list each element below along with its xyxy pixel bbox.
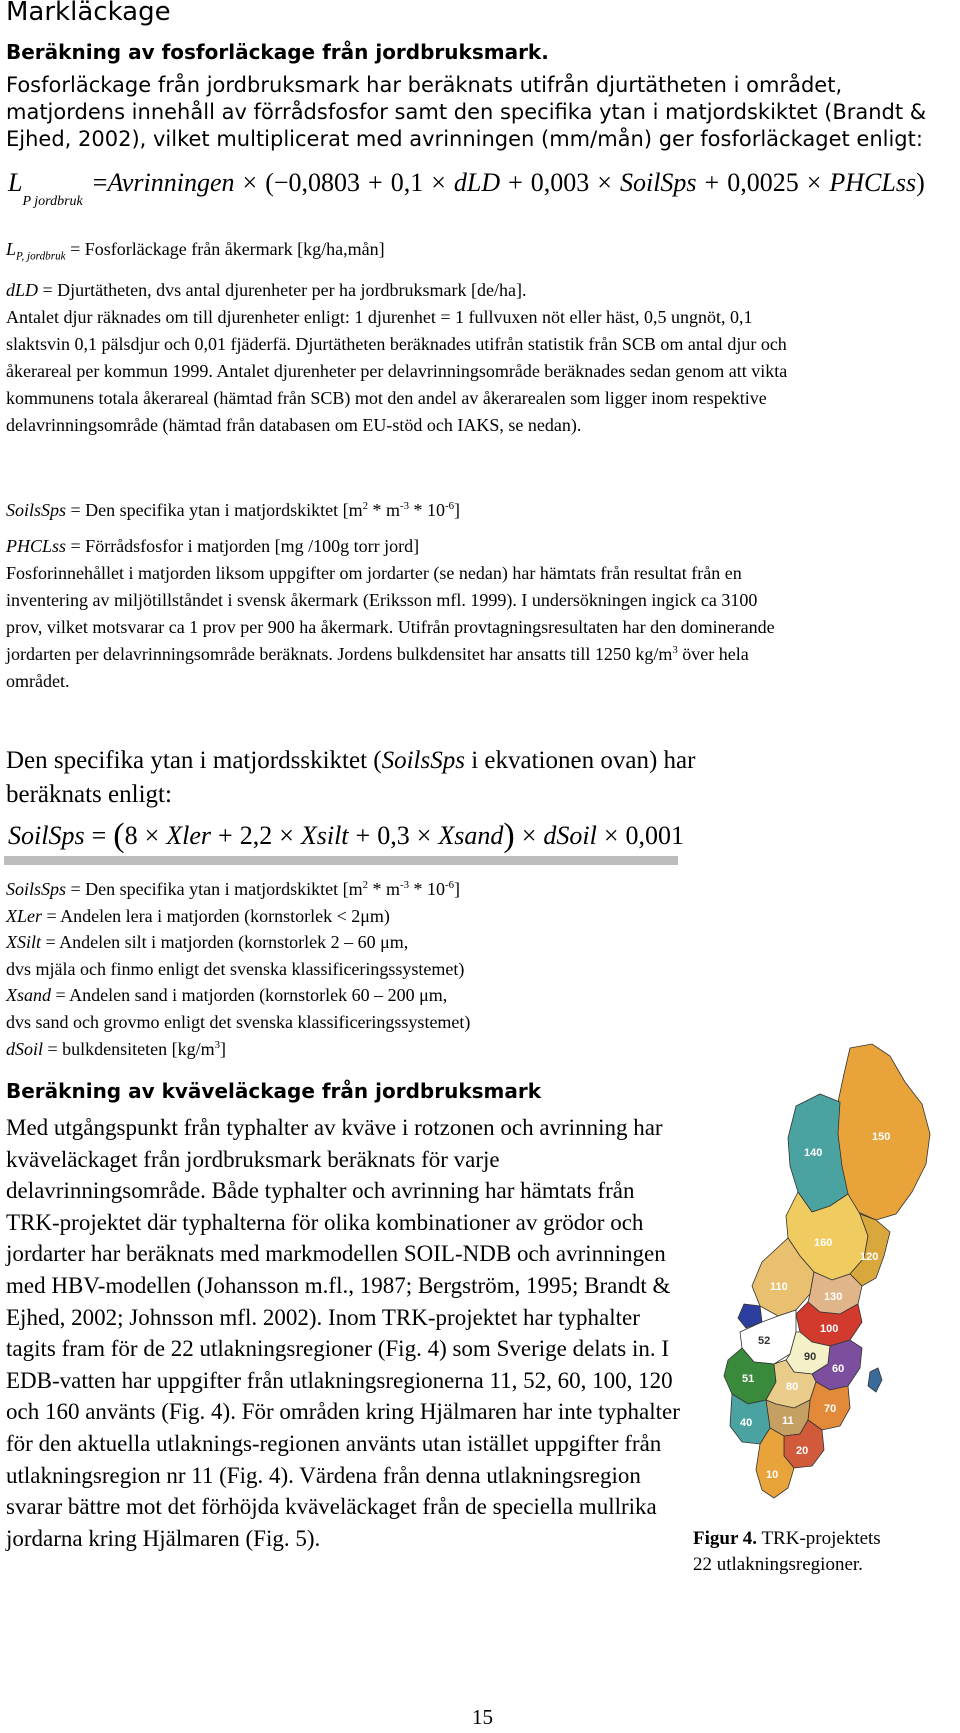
- eq1-dld: dLD: [453, 168, 501, 197]
- equation-underline-bar: [4, 856, 678, 865]
- definition-xsilt: [6, 929, 470, 956]
- def2-soilssps-text: * 10: [409, 879, 446, 899]
- def-phcl-text: = Förrådsfosfor i matjorden [mg /100g torr jord]: [66, 536, 420, 556]
- eq1-phclss: PHCLss: [829, 168, 917, 197]
- def-soilssps-exp: 2: [362, 500, 368, 512]
- def2-soilssps-exp: 2: [362, 879, 368, 891]
- eq2-plus: +: [218, 821, 233, 850]
- eq2-close-paren: ): [503, 817, 515, 854]
- eq1-c3: 0,003: [530, 168, 590, 197]
- soilsps-definitions: [6, 876, 470, 1062]
- def-phcl-symbol: PHCLss: [6, 536, 67, 556]
- eq1-times: ×: [242, 168, 258, 197]
- map-label-20: 20: [796, 1445, 809, 1457]
- eq2-xler: Xler: [166, 821, 212, 850]
- def-lp-symbol: L: [6, 239, 17, 259]
- page-title: Markläckage: [6, 0, 171, 27]
- eq1-c1: −0,0803: [273, 168, 361, 197]
- map-label-110: 110: [770, 1281, 788, 1293]
- phosphorus-content-paragraph: [6, 560, 796, 695]
- eq1-c2: 0,1: [390, 168, 424, 197]
- def2-soilssps-symbol: SoilsSps: [6, 879, 67, 899]
- eq2-lhs: SoilSps: [8, 821, 85, 850]
- def-dsoil-text: = bulkdensiteten [kg/m: [43, 1038, 215, 1059]
- eq1-equals: =: [92, 168, 108, 197]
- section-heading-nitrogen: Beräkning av kväveläckage från jordbruksmark: [6, 1079, 542, 1103]
- def-xsilt-symbol: XSilt: [6, 932, 41, 953]
- definition-phclss: [6, 533, 419, 560]
- map-label-160: 160: [814, 1237, 833, 1249]
- map-label-60: 60: [832, 1363, 845, 1375]
- eq2-equals: =: [91, 821, 107, 850]
- eq1-times: ×: [597, 168, 612, 197]
- soilsps-equation: [8, 815, 684, 853]
- page-number: 15: [472, 1705, 493, 1729]
- eq1-c4: 0,0025: [727, 168, 799, 197]
- map-label-90: 90: [804, 1351, 817, 1363]
- definition-soilssps: [6, 876, 470, 903]
- specific-surface-heading-text: Den specifika ytan i matjordsskiktet (: [6, 747, 382, 774]
- eq2-c3: 0,3: [377, 821, 410, 850]
- figure-caption-line2: 22 utlakningsregioner.: [693, 1554, 863, 1575]
- eq2-xsilt: Xsilt: [300, 821, 349, 850]
- region-gotland: [868, 1368, 882, 1392]
- eq2-open-paren: (: [113, 817, 125, 854]
- definition-soilssps: [6, 497, 460, 524]
- def-dsoil-text: ]: [220, 1038, 227, 1059]
- def-dsoil-exp: 3: [214, 1038, 221, 1051]
- map-label-40: 40: [740, 1417, 753, 1429]
- figure-caption: [693, 1526, 881, 1578]
- def-soilssps-text: * 10: [409, 500, 446, 520]
- definition-xler: [6, 903, 470, 930]
- eq1-runoff: Avrinningen: [107, 168, 235, 197]
- eq1-plus: +: [704, 168, 720, 197]
- eq2-dsoil: dSoil: [543, 821, 597, 850]
- map-regions: [724, 1044, 930, 1498]
- definition-lp: [6, 236, 385, 263]
- eq1-close-paren: ): [916, 168, 925, 197]
- def-soilssps-text: * m: [368, 500, 401, 520]
- nitrogen-paragraph: Med utgångspunkt från typhalter av kväve i rotzonen och avrinning har kväveläckaget från jordbruksmark beräknats för varje delavrinningsområde. Både typhalter och avrinning har hämtats från TRK-projektet där typhalterna för olika kombinationer av grödor och jordarter har beräknats med markmodellen SOIL-NDB och avrinningen med HBV-modellen (Johansson m.fl., 1987; Bergström, 1995; Brandt & Ejhed, 2002; Johnsson mfl. 2002). Inom TRK-projektet har typhalter tagits fram för de 22 utlakningsregioner (Fig. 4) som Sverige delats in. I EDB-vatten har uppgifter från utlakningsregionerna 11, 52, 60, 100, 120 och 160 använts (Fig. 4). För områden kring Hjälmaren har inte typhalter för den aktuella utlaknings-regionen använts utan istället uppgifter från utlakningsregion nr 11 (Fig. 4). Värdena från denna utlakningsregion svarar bättre mot det förhöjda kväveläckaget från de speciella mullrika jordarna kring Hjälmaren (Fig. 5).: [6, 1115, 680, 1551]
- phosphorus-paragraph-text: Fosforinnehållet i matjorden liksom uppgifter om jordarter (se nedan) har hämtats från resultat från en inventering av miljötillståndet i svensk åkermark (Eriksson mfl. 1999). I undersökningen ingick ca 3100 prov, vilket motsvarar ca 1 prov per 900 ha åkermark. Utifrån provtagningsresultaten har den dominerande jordarten per delavrinningsområde beräknats. Jordens bulkdensitet har ansatts till 1250 kg/m: [6, 563, 775, 664]
- def-xsand-symbol: Xsand: [6, 985, 51, 1006]
- phosphorus-paragraph-exp: 3: [672, 644, 678, 656]
- map-label-100: 100: [820, 1323, 839, 1335]
- eq2-times: ×: [416, 821, 432, 850]
- map-label-150: 150: [872, 1131, 891, 1143]
- def-soilssps-text: = Den specifika ytan i matjordskiktet [m: [66, 500, 363, 520]
- def-soilssps-exp: -6: [445, 500, 455, 512]
- eq1-times: ×: [431, 168, 446, 197]
- eq2-times: ×: [521, 821, 537, 850]
- def2-soilssps-text: ]: [454, 879, 461, 899]
- def-lp-subscript: P, jordbruk: [16, 250, 66, 263]
- map-label-70: 70: [824, 1403, 837, 1415]
- specific-surface-heading-text: i ekvationen ovan) har beräknats enligt:: [6, 747, 696, 808]
- eq1-plus: +: [368, 168, 383, 197]
- intro-paragraph: Fosforläckage från jordbruksmark har beräknats utifrån djurtätheten i området, matjordens innehåll av förrådsfosfor samt den specifika ytan i matjordskiktet (Brandt & Ejhed, 2002), vilket multiplicerat med avrinningen (mm/mån) ger fosforläckaget enligt:: [6, 73, 927, 151]
- specific-surface-heading: [6, 744, 706, 812]
- eq2-times: ×: [279, 821, 294, 850]
- figure-label: Figur 4.: [693, 1528, 758, 1549]
- definition-dsoil: [6, 1036, 470, 1063]
- map-label-11: 11: [782, 1415, 794, 1427]
- eq1-plus: +: [508, 168, 523, 197]
- eq2-times: ×: [603, 821, 619, 850]
- eq1-soilsps: SoilSps: [619, 168, 697, 197]
- eq2-xsand: Xsand: [438, 821, 504, 850]
- def-dld-symbol: dLD: [6, 280, 39, 300]
- phosphorus-equation: [8, 168, 925, 209]
- eq2-c1: 8: [124, 821, 138, 850]
- eq1-lhs-subscript: P jordbruk: [22, 194, 83, 209]
- def-dsoil-symbol: dSoil: [6, 1038, 44, 1059]
- map-label-52: 52: [758, 1335, 771, 1347]
- def-soilssps-symbol: SoilsSps: [6, 500, 67, 520]
- map-label-51: 51: [742, 1373, 755, 1385]
- eq1-lhs: L: [8, 168, 23, 197]
- def-soilssps-text: ]: [454, 500, 461, 520]
- animal-units-paragraph: Antalet djur räknades om till djurenheter enligt: 1 djurenhet = 1 fullvuxen nöt eller häst, 0,5 ungnöt, 0,1 slaktsvin 0,1 pälsdjur och 0,01 fjäderfä. Djurtätheten beräknades utifrån statistik från SCB om antal djur och åkerareal per kommun 1999. Antalet djurenheter per delavrinningsområde beräknades sedan genom att vikta kommunens totala åkerareal (hämtad från SCB) mot den andel av åkerarealen som ligger inom respektive delavrinningsområde (hämtad från databasen om EU-stöd och IAKS, se nedan).: [6, 307, 788, 435]
- eq1-open-paren: (: [265, 168, 274, 197]
- definition-xsilt-continuation: dvs mjäla och finmo enligt det svenska klassificeringssystemet): [6, 958, 465, 979]
- def-xsilt-text: = Andelen silt i matjorden (kornstorlek 2 – 60 μm,: [41, 932, 409, 953]
- def-xsand-text: = Andelen sand i matjorden (kornstorlek 60 – 200 μm,: [51, 985, 448, 1006]
- specific-surface-heading-symbol: SoilsSps: [381, 747, 465, 774]
- eq2-c2: 2,2: [239, 821, 273, 850]
- sweden-leaching-regions-map: [700, 1042, 936, 1510]
- section-heading-phosphorus: Beräkning av fosforläckage från jordbruksmark.: [6, 40, 549, 64]
- def-xler-symbol: XLer: [6, 905, 42, 926]
- def2-soilssps-text: * m: [368, 879, 401, 899]
- definition-xsand-continuation: dvs sand och grovmo enligt det svenska klassificeringssystemet): [6, 1011, 471, 1032]
- eq2-plus: +: [355, 821, 371, 850]
- map-label-130: 130: [824, 1291, 843, 1303]
- def2-soilssps-text: = Den specifika ytan i matjordskiktet [m: [66, 879, 363, 899]
- def-dld-text: = Djurtätheten, dvs antal djurenheter per ha jordbruksmark [de/ha].: [38, 280, 527, 300]
- eq2-times: ×: [144, 821, 160, 850]
- def-soilssps-exp: -3: [400, 500, 410, 512]
- definition-xsand: [6, 982, 470, 1009]
- def-xler-text: = Andelen lera i matjorden (kornstorlek < 2μm): [42, 905, 390, 926]
- def2-soilssps-exp: -6: [445, 879, 455, 891]
- eq1-times: ×: [806, 168, 822, 197]
- map-label-140: 140: [804, 1147, 823, 1159]
- map-label-80: 80: [786, 1381, 799, 1393]
- figure-caption-text: TRK-projektets: [757, 1528, 881, 1549]
- def-lp-text: = Fosforläckage från åkermark [kg/ha,mån]: [65, 239, 385, 259]
- figure-caption-line1: [693, 1526, 881, 1552]
- def2-soilssps-exp: -3: [400, 879, 410, 891]
- map-label-120: 120: [860, 1251, 879, 1263]
- map-label-10: 10: [766, 1469, 779, 1481]
- definition-dld: [6, 277, 527, 304]
- phosphorus-paragraph-text: över hela området.: [6, 644, 749, 691]
- eq2-c4: 0,001: [625, 821, 684, 850]
